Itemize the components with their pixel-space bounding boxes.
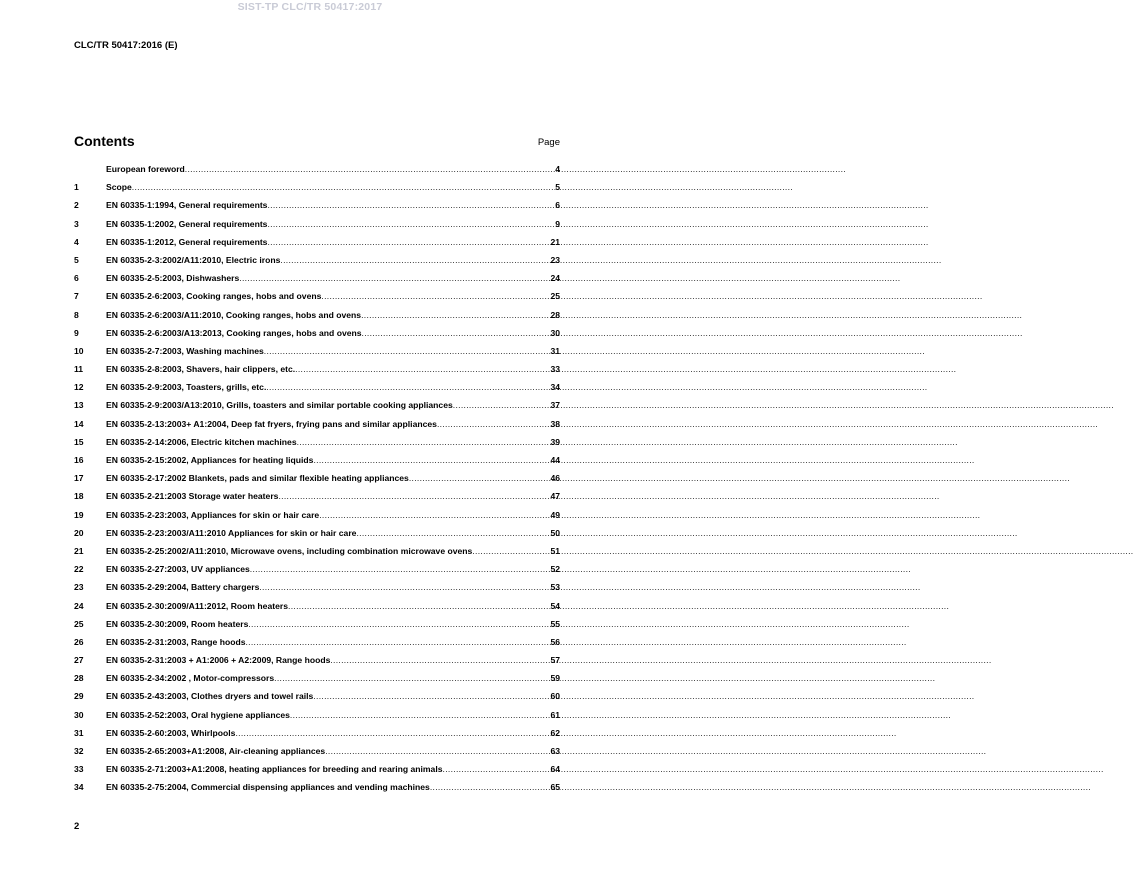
toc-dot-leader bbox=[132, 182, 555, 192]
toc-dot-leader bbox=[250, 564, 551, 574]
toc-entry-title: EN 60335-1:2012, General requirements bbox=[106, 236, 268, 247]
toc-entry-page: 28 bbox=[550, 309, 560, 320]
toc-entry-title: EN 60335-2-71:2003+A1:2008, heating appliances for breeding and rearing animals bbox=[106, 764, 443, 775]
toc-entry-title: EN 60335-2-52:2003, Oral hygiene appliances bbox=[106, 709, 290, 720]
toc-entry[interactable] bbox=[74, 528, 560, 546]
toc-entry-number: 1 bbox=[74, 182, 79, 193]
toc-entry[interactable] bbox=[74, 255, 560, 273]
toc-entry-number: 28 bbox=[74, 673, 84, 684]
toc-entry-number: 32 bbox=[74, 746, 84, 756]
toc-entry-page: 38 bbox=[550, 418, 560, 429]
contents-title: Contents bbox=[74, 133, 135, 149]
toc-entry-page: 5 bbox=[555, 182, 560, 193]
toc-entry-page: 24 bbox=[550, 273, 560, 284]
toc-entry-number: 24 bbox=[74, 600, 84, 611]
toc-entry[interactable] bbox=[74, 310, 560, 328]
toc-entry[interactable] bbox=[74, 473, 560, 491]
toc-entry[interactable] bbox=[74, 437, 560, 455]
toc-entry-page: 30 bbox=[550, 327, 560, 338]
toc-entry-page: 34 bbox=[550, 382, 560, 393]
toc-entry-page: 56 bbox=[550, 636, 560, 647]
toc-entry-page: 57 bbox=[550, 655, 560, 666]
toc-entry-page: 65 bbox=[550, 782, 560, 793]
toc-entry-number: 10 bbox=[74, 345, 84, 356]
toc-dot-leader bbox=[264, 346, 551, 356]
toc-entry-number: 21 bbox=[74, 545, 84, 556]
toc-dot-leader bbox=[280, 255, 550, 265]
toc-entry-title: EN 60335-2-7:2003, Washing machines bbox=[106, 345, 264, 356]
toc-dot-leader bbox=[278, 491, 550, 501]
toc-dot-leader bbox=[295, 364, 550, 374]
toc-entry-title: EN 60335-2-9:2003, Toasters, grills, etc. bbox=[106, 382, 267, 393]
toc-entry-page: 37 bbox=[550, 400, 560, 411]
toc-dot-leader bbox=[248, 619, 550, 629]
toc-entry-title: EN 60335-2-5:2003, Dishwashers bbox=[106, 273, 240, 284]
watermark: SIST-TP CLC/TR 50417:2017 bbox=[237, 1, 383, 13]
toc-entry-page: 4 bbox=[555, 164, 560, 174]
toc-dot-leader bbox=[297, 437, 551, 447]
toc-entry-page: 53 bbox=[550, 582, 560, 593]
toc-entry-title: EN 60335-2-60:2003, Whirlpools bbox=[106, 727, 236, 738]
toc-entry-number: 34 bbox=[74, 782, 84, 793]
toc-dot-leader bbox=[321, 291, 550, 301]
toc-entry[interactable] bbox=[74, 273, 560, 291]
toc-entry-title: EN 60335-2-8:2003, Shavers, hair clippers, etc. bbox=[106, 364, 296, 375]
toc-entry-page: 60 bbox=[550, 691, 560, 702]
toc-entry[interactable] bbox=[74, 746, 560, 764]
toc-dot-leader bbox=[267, 237, 550, 247]
toc-dot-leader bbox=[313, 691, 550, 701]
toc-entry[interactable] bbox=[74, 491, 560, 509]
toc-entry[interactable] bbox=[74, 200, 560, 218]
toc-entry-page: 54 bbox=[550, 600, 560, 611]
toc-entry-number: 33 bbox=[74, 764, 84, 775]
toc-dot-leader bbox=[274, 673, 550, 683]
toc-entry[interactable] bbox=[74, 419, 560, 437]
table-of-contents bbox=[74, 164, 560, 801]
toc-entry-page: 59 bbox=[550, 673, 560, 684]
toc-entry-number: 13 bbox=[74, 400, 84, 411]
toc-dot-leader bbox=[290, 710, 551, 720]
toc-entry-number: 4 bbox=[74, 236, 79, 247]
toc-entry-page: 55 bbox=[550, 618, 560, 629]
toc-dot-leader bbox=[259, 582, 550, 592]
toc-entry-number: 30 bbox=[74, 709, 84, 720]
toc-entry-page: 51 bbox=[550, 545, 560, 556]
toc-entry[interactable] bbox=[74, 364, 560, 382]
toc-entry[interactable] bbox=[74, 182, 560, 200]
toc-entry-number: 22 bbox=[74, 564, 84, 575]
toc-entry-page: 50 bbox=[550, 527, 560, 538]
toc-entry-page: 9 bbox=[555, 218, 560, 229]
toc-entry-title: EN 60335-2-25:2002/A11:2010, Microwave ovens, including combination microwave ovens bbox=[106, 545, 473, 556]
toc-entry-title: EN 60335-2-43:2003, Clothes dryers and towel rails bbox=[106, 691, 314, 702]
toc-entry[interactable] bbox=[74, 710, 560, 728]
toc-entry-page: 39 bbox=[550, 436, 560, 447]
toc-dot-leader bbox=[266, 382, 550, 392]
toc-entry-number: 31 bbox=[74, 727, 84, 738]
toc-entry-number: 19 bbox=[74, 509, 84, 520]
toc-dot-leader bbox=[443, 764, 551, 774]
toc-entry-title: EN 60335-1:1994, General requirements bbox=[106, 200, 268, 211]
toc-entry[interactable] bbox=[74, 691, 560, 709]
toc-entry-number: 16 bbox=[74, 455, 84, 465]
toc-entry-number: 14 bbox=[74, 418, 84, 429]
toc-entry-title: EN 60335-2-6:2003, Cooking ranges, hobs and ovens bbox=[106, 291, 322, 302]
toc-entry[interactable] bbox=[74, 455, 560, 473]
toc-entry-number: 12 bbox=[74, 382, 84, 393]
toc-dot-leader bbox=[361, 310, 550, 320]
toc-entry-title: EN 60335-2-30:2009, Room heaters bbox=[106, 618, 249, 629]
toc-entry-number: 9 bbox=[74, 327, 79, 338]
toc-entry-page: 62 bbox=[550, 727, 560, 738]
toc-entry-title: EN 60335-2-14:2006, Electric kitchen machines bbox=[106, 436, 297, 447]
toc-entry[interactable] bbox=[74, 655, 560, 673]
toc-entry[interactable] bbox=[74, 546, 560, 564]
toc-entry-title: EN 60335-2-34:2002 , Motor-compressors bbox=[106, 673, 275, 684]
toc-entry-title: EN 60335-2-30:2009/A11:2012, Room heaters bbox=[106, 600, 289, 611]
toc-dot-leader bbox=[319, 510, 550, 520]
toc-entry[interactable] bbox=[74, 237, 560, 255]
toc-entry[interactable] bbox=[74, 619, 560, 637]
toc-entry[interactable] bbox=[74, 328, 560, 346]
toc-entry-page: 52 bbox=[550, 564, 560, 575]
toc-entry-number: 7 bbox=[74, 291, 79, 302]
toc-entry-page: 64 bbox=[550, 764, 560, 775]
toc-entry[interactable] bbox=[74, 564, 560, 582]
toc-entry-title: EN 60335-2-31:2003, Range hoods bbox=[106, 636, 246, 647]
toc-entry-title: EN 60335-2-27:2003, UV appliances bbox=[106, 564, 250, 575]
toc-dot-leader bbox=[330, 655, 550, 665]
toc-entry-title: EN 60335-2-3:2002/A11:2010, Electric irons bbox=[106, 254, 281, 265]
toc-entry-page: 23 bbox=[550, 254, 560, 265]
toc-entry-page: 47 bbox=[550, 491, 560, 502]
toc-entry-title: EN 60335-2-75:2004, Commercial dispensing appliances and vending machines bbox=[106, 782, 430, 793]
toc-entry-number: 5 bbox=[74, 254, 79, 265]
toc-entry-number: 6 bbox=[74, 273, 79, 284]
toc-entry[interactable] bbox=[74, 346, 560, 364]
toc-entry-number: 11 bbox=[74, 364, 84, 375]
toc-dot-leader bbox=[472, 546, 550, 556]
toc-entry-number: 3 bbox=[74, 218, 79, 229]
toc-entry-title: EN 60335-2-29:2004, Battery chargers bbox=[106, 582, 260, 593]
toc-entry-page: 31 bbox=[550, 345, 560, 356]
page-number: 2 bbox=[74, 821, 80, 832]
toc-entry[interactable] bbox=[74, 673, 560, 691]
toc-entry-page: 61 bbox=[550, 709, 560, 720]
toc-dot-leader bbox=[409, 473, 551, 483]
toc-entry-page: 49 bbox=[550, 509, 560, 520]
toc-entry[interactable] bbox=[74, 728, 560, 746]
toc-entry[interactable] bbox=[74, 764, 560, 782]
toc-dot-leader bbox=[235, 728, 550, 738]
toc-entry[interactable] bbox=[74, 164, 560, 182]
toc-dot-leader bbox=[288, 601, 550, 611]
toc-entry-page: 46 bbox=[550, 473, 560, 484]
toc-entry-number: 25 bbox=[74, 618, 84, 629]
toc-entry-number: 2 bbox=[74, 200, 79, 211]
toc-entry-number: 23 bbox=[74, 582, 84, 593]
toc-dot-leader bbox=[267, 200, 555, 210]
toc-dot-leader bbox=[185, 164, 555, 174]
page-column-heading: Page bbox=[537, 137, 560, 148]
toc-dot-leader bbox=[239, 273, 550, 283]
toc-entry-title: EN 60335-2-17:2002 Blankets, pads and similar flexible heating appliances bbox=[106, 473, 409, 484]
toc-entry[interactable] bbox=[74, 637, 560, 655]
toc-entry-title: EN 60335-2-31:2003 + A1:2006 + A2:2009, Range hoods bbox=[106, 655, 331, 666]
toc-entry-title: EN 60335-1:2002, General requirements bbox=[106, 218, 268, 229]
toc-entry[interactable] bbox=[74, 782, 560, 800]
toc-entry-number: 26 bbox=[74, 636, 84, 647]
toc-dot-leader bbox=[362, 328, 551, 338]
toc-entry-title: EN 60335-2-9:2003/A13:2010, Grills, toasters and similar portable cooking appliances bbox=[106, 400, 453, 411]
toc-entry-number: 18 bbox=[74, 491, 84, 502]
toc-entry[interactable] bbox=[74, 382, 560, 400]
toc-entry-title: EN 60335-2-21:2003 Storage water heaters bbox=[106, 491, 279, 502]
toc-entry[interactable] bbox=[74, 510, 560, 528]
toc-entry-title: EN 60335-2-23:2003, Appliances for skin or hair care bbox=[106, 509, 320, 520]
toc-entry-page: 6 bbox=[555, 200, 560, 211]
toc-entry-page: 21 bbox=[550, 236, 560, 247]
toc-entry-number: 29 bbox=[74, 691, 84, 702]
toc-entry-page: 63 bbox=[550, 746, 560, 756]
toc-entry-number: 27 bbox=[74, 655, 84, 666]
toc-entry-title: EN 60335-2-65:2003+A1:2008, Air-cleaning appliances bbox=[106, 746, 326, 756]
toc-entry-number: 8 bbox=[74, 309, 79, 320]
toc-dot-leader bbox=[437, 419, 551, 429]
toc-entry-number: 20 bbox=[74, 527, 84, 538]
toc-entry-title: EN 60335-2-6:2003/A11:2010, Cooking ranges, hobs and ovens bbox=[106, 309, 362, 320]
toc-entry-title: EN 60335-2-15:2002, Appliances for heating liquids bbox=[106, 455, 314, 465]
toc-dot-leader bbox=[245, 637, 550, 647]
toc-entry-title: EN 60335-2-23:2003/A11:2010 Appliances for skin or hair care bbox=[106, 527, 357, 538]
toc-entry[interactable] bbox=[74, 582, 560, 600]
toc-entry-number: 15 bbox=[74, 436, 84, 447]
toc-entry-page: 44 bbox=[550, 455, 560, 465]
toc-entry-title: EN 60335-2-6:2003/A13:2013, Cooking ranges, hobs and ovens bbox=[106, 327, 362, 338]
toc-entry[interactable] bbox=[74, 291, 560, 309]
toc-entry-title: European foreword bbox=[106, 164, 185, 174]
toc-entry[interactable] bbox=[74, 219, 560, 237]
toc-entry-number: 17 bbox=[74, 473, 84, 484]
toc-entry-title: Scope bbox=[106, 182, 132, 193]
toc-entry-page: 25 bbox=[550, 291, 560, 302]
toc-dot-leader bbox=[356, 528, 550, 538]
toc-dot-leader bbox=[325, 746, 550, 756]
toc-dot-leader bbox=[430, 782, 551, 792]
toc-entry[interactable] bbox=[74, 601, 560, 619]
toc-dot-leader bbox=[453, 400, 551, 410]
toc-entry-title: EN 60335-2-13:2003+ A1:2004, Deep fat fryers, frying pans and similar appliances bbox=[106, 418, 437, 429]
toc-entry[interactable] bbox=[74, 400, 560, 418]
toc-dot-leader bbox=[313, 455, 550, 465]
document-id: CLC/TR 50417:2016 (E) bbox=[74, 40, 178, 51]
toc-entry-page: 33 bbox=[550, 364, 560, 375]
toc-dot-leader bbox=[267, 219, 555, 229]
